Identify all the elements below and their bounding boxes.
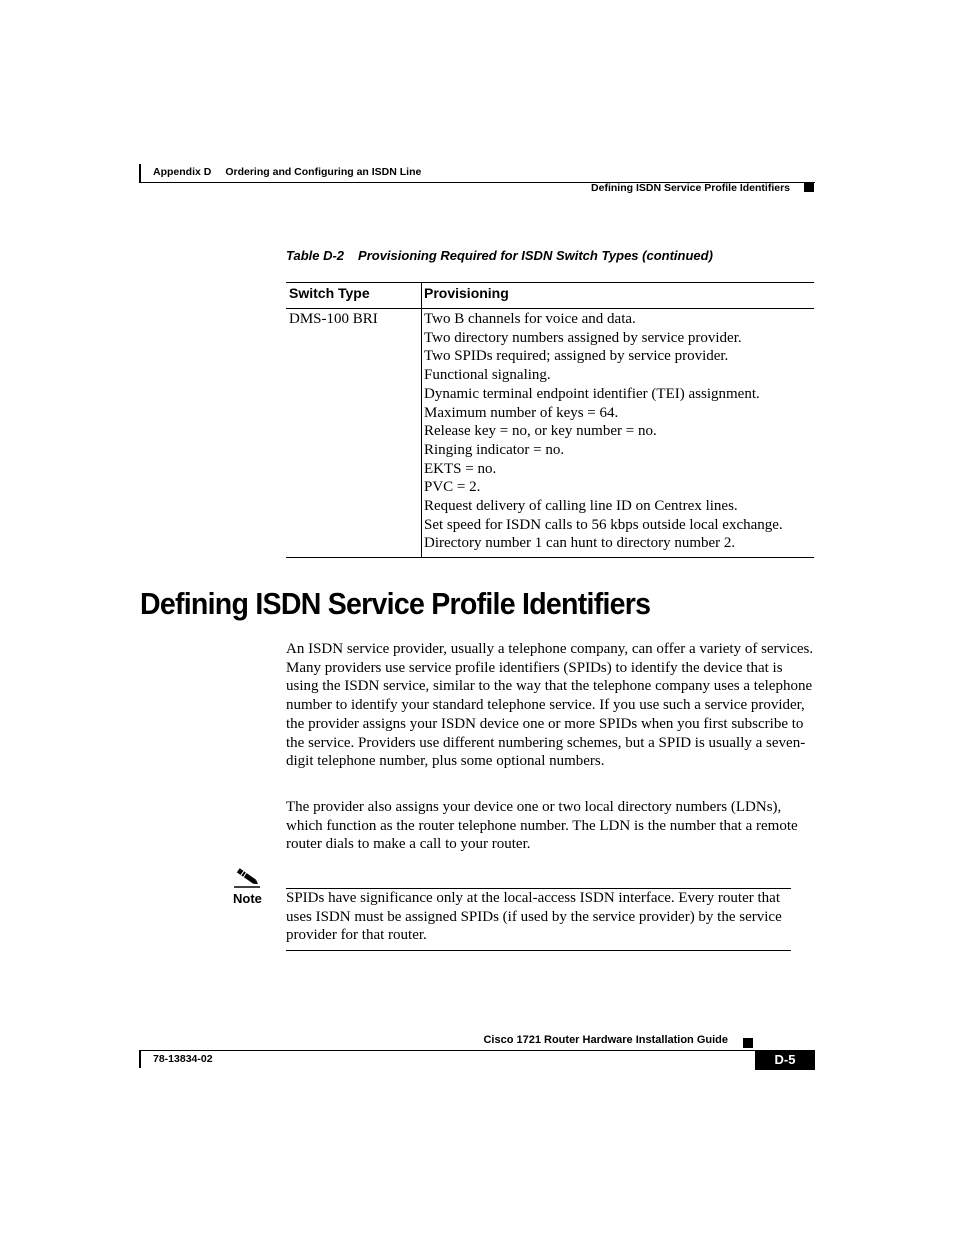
appendix-label: Appendix D: [153, 166, 212, 178]
section-heading: Defining ISDN Service Profile Identifiers: [140, 586, 651, 621]
provisioning-line: Request delivery of calling line ID on Centrex lines.: [424, 498, 738, 515]
provisioning-line: Dynamic terminal endpoint identifier (TEI) assignment.: [424, 385, 760, 402]
provisioning-line: Ringing indicator = no.: [424, 441, 565, 458]
pencil-note-icon: [232, 866, 262, 890]
provisioning-line: PVC = 2.: [424, 479, 481, 496]
running-header-section: Defining ISDN Service Profile Identifiers: [591, 182, 790, 194]
provisioning-line: Two SPIDs required; assigned by service provider.: [424, 348, 729, 365]
note-bottom-rule: [286, 950, 791, 951]
header-left-bar: [139, 164, 141, 182]
table-header-switch-type: Switch Type: [289, 285, 370, 301]
table-cell-provisioning: [424, 310, 814, 553]
header-square-marker: [804, 182, 814, 192]
table-bottom-rule: [286, 557, 814, 558]
table-title: Provisioning Required for ISDN Switch Types (continued): [358, 248, 713, 263]
note-text: SPIDs have significance only at the local-access ISDN interface. Every router that uses ISDN must be assigned SPIDs (if used by the service provider) by the service provider for that router.: [286, 890, 782, 944]
provisioning-line: Functional signaling.: [424, 367, 551, 384]
footer-guide-title: Cisco 1721 Router Hardware Installation Guide: [483, 1034, 728, 1046]
provisioning-line: EKTS = no.: [424, 460, 497, 477]
running-header-left: [153, 166, 421, 178]
page-number-badge: D-5: [755, 1050, 815, 1070]
provisioning-line: Set speed for ISDN calls to 56 kbps outside local exchange.: [424, 516, 783, 533]
table-column-divider: [421, 282, 422, 558]
footer-rule: [139, 1050, 815, 1051]
provisioning-line: Directory number 1 can hunt to directory number 2.: [424, 535, 736, 552]
table-caption: [286, 248, 713, 263]
table-cell-switch-type: DMS-100 BRI: [289, 311, 378, 327]
footer-doc-number: 78-13834-02: [153, 1053, 213, 1065]
footer-left-bar: [139, 1050, 141, 1068]
provisioning-line: Maximum number of keys = 64.: [424, 404, 619, 421]
table-top-rule: [286, 282, 814, 283]
note-label: Note: [233, 891, 262, 906]
provisioning-line: Two directory numbers assigned by service provider.: [424, 329, 742, 346]
provisioning-line: Two B channels for voice and data.: [424, 311, 636, 327]
provisioning-line: Release key = no, or key number = no.: [424, 423, 657, 440]
body-paragraph-2: The provider also assigns your device one or two local directory numbers (LDNs), which function as the router telephone number. The LDN is the number that a remote router dials to make a call to your router.: [286, 799, 798, 853]
table-header-provisioning: Provisioning: [424, 285, 509, 301]
table-header-rule: [286, 308, 814, 309]
chapter-title: Ordering and Configuring an ISDN Line: [225, 166, 422, 178]
table-label: Table D-2: [286, 248, 345, 263]
body-paragraph-1: An ISDN service provider, usually a telephone company, can offer a variety of services. Many providers use service profile identifiers (SPIDs) to identify the device that is using the ISDN service, similar to the way that the telephone company uses a telephone number to identify your standard telephone service. If you use such a service provider, the provider assigns your ISDN device one or more SPIDs when you first subscribe to the service. Providers use different numbering schemes, but a SPID is usually a seven-digit telephone number, plus some optional numbers.: [286, 641, 814, 770]
footer-square-marker: [743, 1038, 753, 1048]
